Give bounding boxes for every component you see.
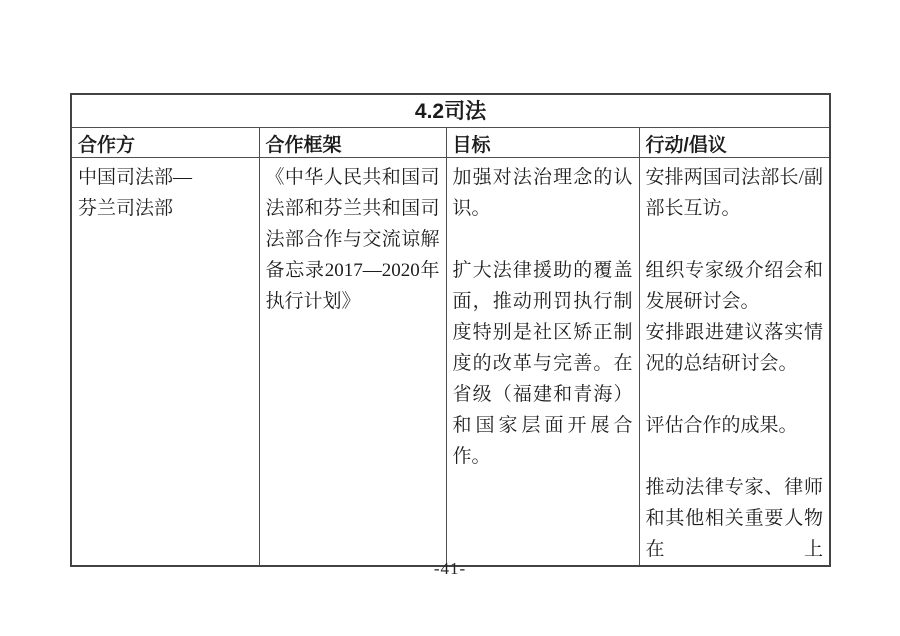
goal-paragraph: 扩大法律援助的覆盖面，推动刑罚执行制度特别是社区矫正制度的改革与完善。在省级（福建和青海）和国家层面开展合作。 bbox=[452, 260, 633, 467]
framework-text: 《中华人民共和国司法部和芬兰共和国司法部合作与交流谅解备忘录2017—2020年执行计划》 bbox=[265, 167, 440, 312]
partner-line-2: 芬兰司法部 bbox=[78, 198, 174, 219]
section-title: 4.2司法 bbox=[71, 94, 830, 128]
action-paragraph: 组织专家级介绍会和发展研讨会。 bbox=[645, 260, 824, 312]
action-paragraph: 评估合作的成果。 bbox=[645, 415, 798, 436]
partner-line-1: 中国司法部— bbox=[78, 167, 193, 188]
table-title-row bbox=[71, 94, 830, 128]
judicial-cooperation-table bbox=[70, 93, 831, 567]
column-header-partner: 合作方 bbox=[71, 128, 259, 158]
cell-partner bbox=[71, 158, 259, 567]
action-paragraph: 安排两国司法部长/副部长互访。 bbox=[645, 167, 824, 219]
cell-actions bbox=[639, 158, 830, 567]
table-header-row bbox=[71, 128, 830, 158]
page-number: -41- bbox=[433, 559, 467, 578]
action-paragraph-truncated: 推动法律专家、律师和其他相关重要人物在上 bbox=[645, 477, 824, 560]
cell-framework bbox=[259, 158, 446, 567]
action-paragraph: 安排跟进建议落实情况的总结研讨会。 bbox=[645, 322, 824, 374]
table-row bbox=[71, 158, 830, 567]
goal-paragraph: 加强对法治理念的认识。 bbox=[452, 167, 633, 219]
column-header-goal: 目标 bbox=[446, 128, 639, 158]
column-header-actions: 行动/倡议 bbox=[639, 128, 830, 158]
cell-goals bbox=[446, 158, 639, 567]
column-header-framework: 合作框架 bbox=[259, 128, 446, 158]
